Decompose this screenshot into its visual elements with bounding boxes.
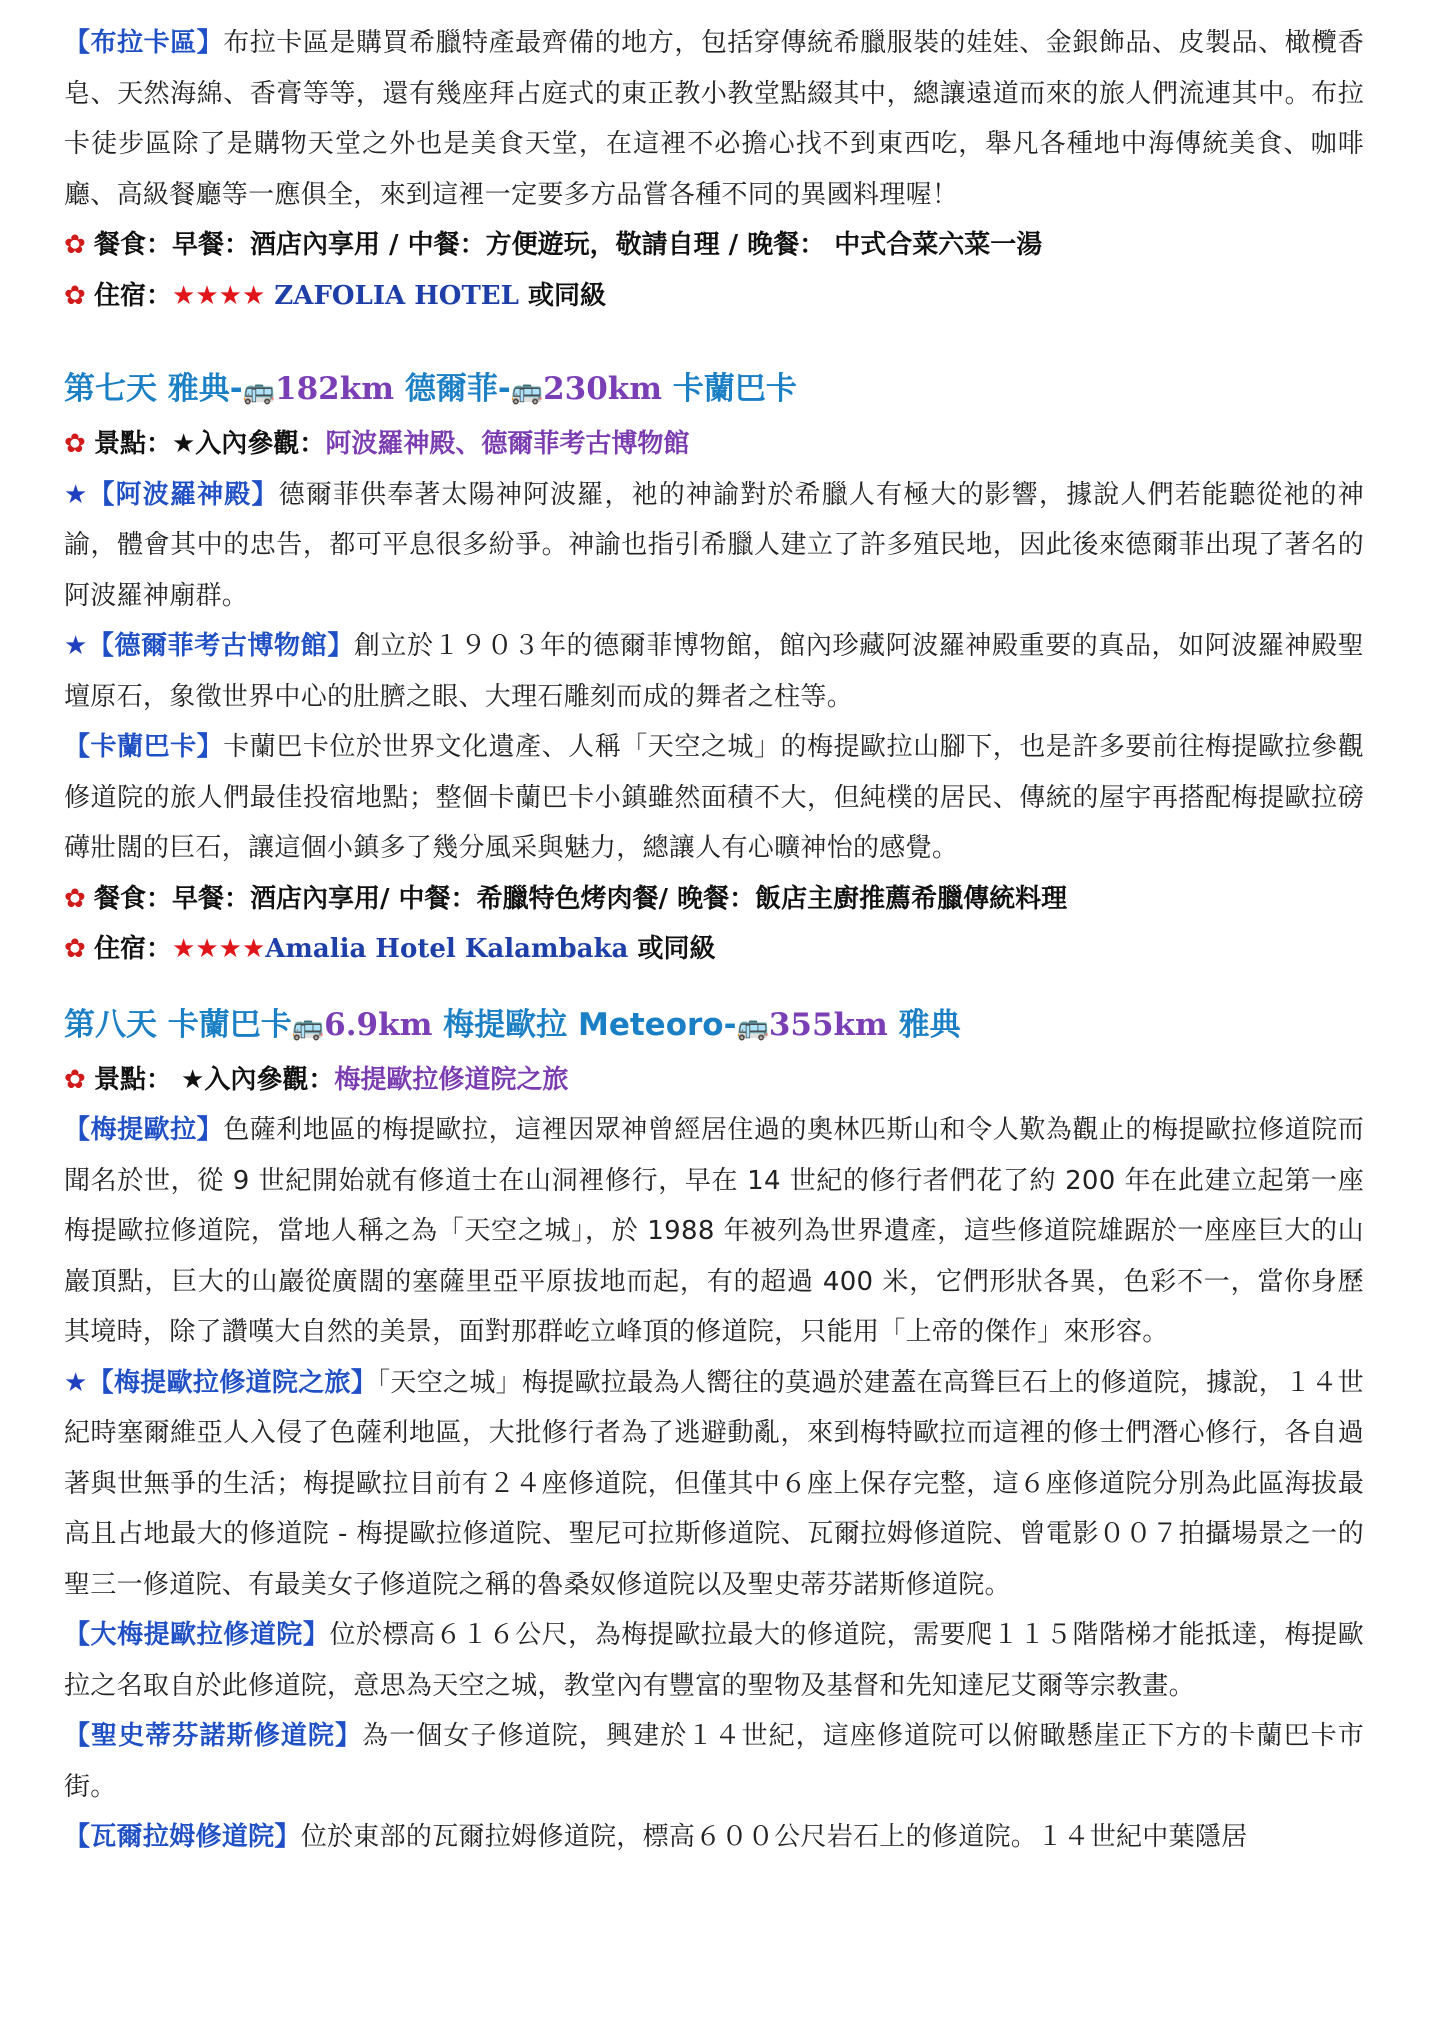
bus-icon: 🚌 <box>242 376 276 406</box>
hotel-rating-stars: ★★★★ <box>172 280 266 311</box>
day7-meal-line <box>64 874 1364 925</box>
flower-icon: ✿ <box>64 230 86 260</box>
plaka-text: 布拉卡區是購買希臘特產最齊備的地方，包括穿傳統希臘服裝的娃娃、金銀飾品、皮製品、橄欖香皂、天然海綿、香膏等等，還有幾座拜占庭式的東正教小教堂點綴其中，總讓遠道而來的旅人們流連其中。布拉卡徒步區除了是購物天堂之外也是美食天堂，在這裡不必擔心找不到東西吃，舉凡各種地中海傳統美食、咖啡廳、高級餐廳等一應俱全，來到這裡一定要多方品嘗各種不同的異國料理喔！ <box>64 28 1364 210</box>
meal-text: 餐食：早餐：酒店內享用/ 中餐：希臘特色烤肉餐/ 晚餐：飯店主廚推薦希臘傳統料理 <box>94 883 1068 914</box>
bus-icon: 🚌 <box>736 1011 769 1042</box>
monastery-tour-label: 【梅提歐拉修道院之旅】 <box>87 1367 378 1398</box>
meteora-text: 色薩利地區的梅提歐拉，這裡因眾神曾經居住過的奧林匹斯山和令人歎為觀止的梅提歐拉修道院而聞名於世，從 9 世紀開始就有修道士在山洞裡修行，早在 14 世紀的修行者們花了約 200 年在此建立起第一座梅提歐拉修道院，當地人稱之為「天空之城」，於 1988 年被列為世界遺產，這些修道院雄踞於一座座巨大的山巖頂點，巨大的山巖從廣闊的塞薩里亞平原拔地而起，有的超過 400 米，它們形狀各異，色彩不一，當你身歷其境時，除了讚嘆大自然的美景，面對那群屹立峰頂的修道院，只能用「上帝的傑作」來形容。 <box>64 1115 1364 1347</box>
monastery-tour-paragraph <box>64 1358 1364 1611</box>
day7-sights-line <box>64 419 1364 470</box>
flower-icon: ✿ <box>64 1064 86 1095</box>
hotel-suffix: 或同級 <box>628 934 716 964</box>
day8-distance-2: 355km <box>768 1006 888 1043</box>
great-meteoron-paragraph <box>64 1610 1364 1711</box>
hotel-prefix: 住宿： <box>94 280 173 311</box>
kalambaka-text: 卡蘭巴卡位於世界文化遺產、人稱「天空之城」的梅提歐拉山腳下，也是許多要前往梅提歐拉參觀修道院的旅人們最佳投宿地點；整個卡蘭巴卡小鎮雖然面積不大，但純樸的居民、傳統的屋宇再搭配梅提歐拉磅礡壯闊的巨石，讓這個小鎮多了幾分風采與魅力，總讓人有心曠神怡的感覺。 <box>64 732 1364 863</box>
museum-text: 創立於１９０３年的德爾菲博物館，館內珍藏阿波羅神殿重要的真品，如阿波羅神殿聖壇原石，象徵世界中心的肚臍之眼、大理石雕刻而成的舞者之柱等。 <box>64 631 1364 712</box>
hotel-suffix: 或同級 <box>518 280 606 311</box>
day7-title-mid: 德爾菲- <box>394 371 511 407</box>
day7-title-end: 卡蘭巴卡 <box>662 371 797 407</box>
st-stephen-text: 為一個女子修道院，興建於１４世紀，這座修道院可以俯瞰懸崖正下方的卡蘭巴卡市街。 <box>64 1721 1364 1802</box>
day7-heading <box>64 361 1364 419</box>
hotel-name: Amalia Hotel Kalambaka <box>265 934 629 964</box>
day7-title-start: 第七天 雅典- <box>64 371 243 407</box>
day8-title-end: 雅典 <box>887 1006 961 1043</box>
day8-title-start: 第八天 卡蘭巴卡 <box>64 1006 292 1043</box>
day8-distance-1: 6.9km <box>324 1006 433 1043</box>
meal-text: 餐食：早餐：酒店內享用 / 中餐：方便遊玩，敬請自理 / 晚餐： 中式合菜六菜一湯 <box>94 230 1043 260</box>
meal-line <box>64 220 1364 271</box>
apollo-paragraph <box>64 470 1364 622</box>
hotel-name: ZAFOLIA HOTEL <box>265 280 519 311</box>
varlaam-paragraph <box>64 1812 1364 1863</box>
sights-list: 梅提歐拉修道院之旅 <box>334 1064 569 1095</box>
st-stephen-label: 【聖史蒂芬諾斯修道院】 <box>64 1721 363 1751</box>
apollo-text: 德爾菲供奉著太陽神阿波羅，祂的神諭對於希臘人有極大的影響，據說人們若能聽從祂的神諭，體會其中的忠告，都可平息很多紛爭。神諭也指引希臘人建立了許多殖民地，因此後來德爾菲出現了著名的阿波羅神廟群。 <box>64 479 1364 611</box>
day8-sights-line <box>64 1055 1364 1106</box>
flower-icon: ✿ <box>64 934 86 964</box>
great-meteoron-label: 【大梅提歐拉修道院】 <box>64 1620 330 1650</box>
star-icon: ★ <box>64 1367 88 1398</box>
day7-distance-2: 230km <box>543 371 663 407</box>
apollo-label: 【阿波羅神殿】 <box>88 479 279 510</box>
kalambaka-label: 【卡蘭巴卡】 <box>64 732 224 762</box>
flower-icon: ✿ <box>64 883 86 914</box>
kalambaka-paragraph <box>64 722 1364 874</box>
hotel-prefix: 住宿： <box>94 934 173 964</box>
itinerary-content <box>64 18 1364 1863</box>
day7-distance-1: 182km <box>275 371 395 407</box>
star-icon: ★ <box>64 631 88 661</box>
meteora-paragraph <box>64 1105 1364 1358</box>
hotel-rating-stars: ★★★★ <box>172 934 266 964</box>
st-stephen-paragraph <box>64 1711 1364 1812</box>
bus-icon: 🚌 <box>291 1011 325 1042</box>
day8-title-mid: 梅提歐拉 Meteoro- <box>432 1006 737 1043</box>
varlaam-text: 位於東部的瓦爾拉姆修道院，標高６００公尺岩石上的修道院。１４世紀中葉隱居 <box>300 1822 1248 1852</box>
monastery-tour-text: 「天空之城」梅提歐拉最為人嚮往的莫過於建蓋在高聳巨石上的修道院，據說，１４世紀時塞爾維亞人入侵了色薩利地區，大批修行者為了逃避動亂，來到梅特歐拉而這裡的修士們潛心修行，各自過著與世無爭的生活；梅提歐拉目前有２４座修道院，但僅其中６座上保存完整，這６座修道院分別為此區海拔最高且占地最大的修道院 - 梅提歐拉修道院、聖尼可拉斯修道院、瓦爾拉姆修道院、曾電影００７拍攝場景之一的聖三一修道院、有最美女子修道院之稱的魯桑奴修道院以及聖史蒂芬諾斯修道院。 <box>64 1367 1364 1600</box>
sights-list: 阿波羅神殿、德爾菲考古博物館 <box>325 429 690 459</box>
museum-label: 【德爾菲考古博物館】 <box>87 631 354 661</box>
hotel-line <box>64 271 1364 322</box>
day8-heading <box>64 997 1364 1055</box>
flower-icon: ✿ <box>64 280 86 311</box>
star-icon: ★ <box>64 479 89 510</box>
flower-icon: ✿ <box>64 429 86 459</box>
sights-prefix: 景點： ★入內參觀： <box>94 1064 335 1095</box>
plaka-paragraph <box>64 18 1364 220</box>
bus-icon: 🚌 <box>510 376 544 406</box>
great-meteoron-text: 位於標高６１６公尺，為梅提歐拉最大的修道院，需要爬１１５階階梯才能抵達，梅提歐拉之名取自於此修道院，意思為天空之城，教堂內有豐富的聖物及基督和先知達尼艾爾等宗教畫。 <box>64 1620 1364 1701</box>
meteora-label: 【梅提歐拉】 <box>64 1115 224 1145</box>
sights-prefix: 景點：★入內參觀： <box>94 429 326 459</box>
varlaam-label: 【瓦爾拉姆修道院】 <box>64 1822 301 1852</box>
museum-paragraph <box>64 621 1364 722</box>
day7-hotel-line <box>64 924 1364 975</box>
plaka-label: 【布拉卡區】 <box>64 28 224 58</box>
